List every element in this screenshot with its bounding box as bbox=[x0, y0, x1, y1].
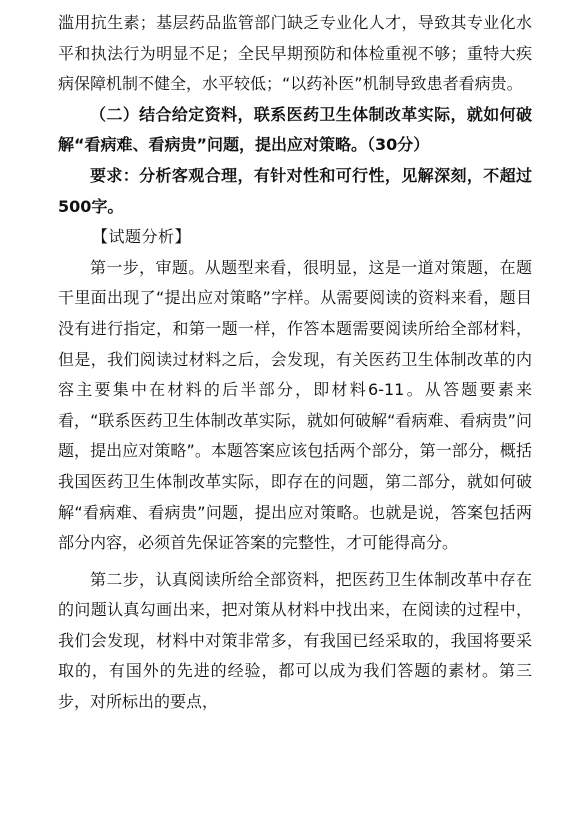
step-two-paragraph: 第二步，认真阅读所给全部资料，把医药卫生体制改革中存在的问题认真勾画出来，把对策从材料中找出来，在阅读的过程中，我们会发现，材料中对策非常多，有我国已经采取的，我国将要采取的，有国外的先进的经验，都可以成为我们答题的素材。第三步，对所标出的要点， bbox=[58, 569, 532, 712]
analysis-title-text: 【试题分析】 bbox=[92, 227, 192, 247]
paragraph-continued: 滥用抗生素；基层药品监管部门缺乏专业化人才，导致其专业化水平和执法行为明显不足；全民早期预防和体检重视不够；重特大疾病保障机制不健全，水平较低；“以药补医”机制导致患者看病贵。 bbox=[58, 13, 532, 94]
question-heading: （二）结合给定资料，联系医药卫生体制改革实际，就如何破解“看病难、看病贵”问题，提出应对策略。（30分） bbox=[58, 104, 532, 155]
analysis-title bbox=[58, 222, 532, 253]
step-one-paragraph: 第一步，审题。从题型来看，很明显，这是一道对策题，在题干里面出现了“提出应对策略”字样。从需要阅读的资料来看，题目没有进行指定，和第一题一样，作答本题需要阅读所给全部材料，但是，我们阅读过材料之后，会发现，有关医药卫生体制改革的内容主要集中在材料的后半部分，即材料6-11。从答题要素来看，“联系医药卫生体制改革实际，就如何破解“看病难、看病贵”问题，提出应对策略”。本题答案应该包括两个部分，第一部分，概括我国医药卫生体制改革实际，即存在的问题，第二部分，就如何破解“看病难、看病贵”问题，提出应对策略。也就是说，答案包括两部分内容，必须首先保证答案的完整性，才可能得高分。 bbox=[58, 257, 532, 553]
requirement-text: 要求：分析客观合理，有针对性和可行性，见解深刻，不超过500字。 bbox=[58, 165, 532, 216]
